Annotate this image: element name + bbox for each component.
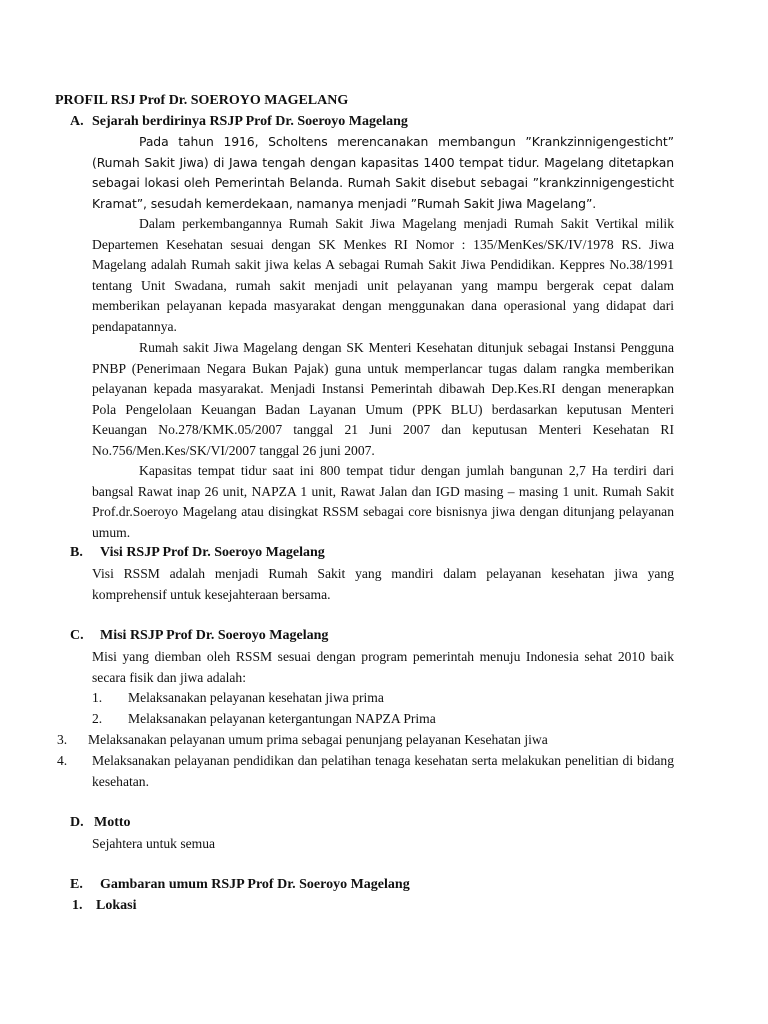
list-item-number: 3.: [57, 732, 68, 747]
section-c-letter: C.: [70, 628, 84, 643]
subsection-1-title: Lokasi: [96, 898, 137, 913]
section-a-heading: [70, 112, 408, 133]
section-b-heading: [70, 543, 325, 564]
list-item-text: Melaksanakan pelayanan umum prima sebagai penunjang pelayanan Kesehatan jiwa: [88, 732, 548, 747]
section-c-title: Misi RSJP Prof Dr. Soeroyo Magelang: [100, 628, 329, 643]
section-e-title: Gambaran umum RSJP Prof Dr. Soeroyo Magelang: [100, 877, 410, 892]
section-d-heading: [70, 813, 131, 834]
list-item-number: 4.: [57, 753, 68, 768]
section-b-paragraph: Visi RSSM adalah menjadi Rumah Sakit yang mandiri dalam pelayanan kesehatan jiwa yang komprehensif untuk kesejahteraan bersama.: [92, 566, 674, 602]
list-item: [57, 730, 677, 751]
section-c-paragraph: Misi yang diemban oleh RSSM sesuai dengan program pemerintah menuju Indonesia sehat 2010 baik secara fisik dan jiwa adalah:: [92, 649, 674, 685]
section-e-heading: [70, 875, 410, 896]
section-a-paragraph-2: Dalam perkembangannya Rumah Sakit Jiwa Magelang menjadi Rumah Sakit Vertikal milik Departemen Kesehatan sesuai dengan SK Menkes RI Nomor : 135/MenKes/SK/IV/1978 RS. Jiwa Magelang adalah Rumah sakit jiwa kelas A sebagai Rumah Sakit Jiwa Pendidikan. Keppres No.38/1991 tentang Unit Swadana, rumah sakit menjadi unit pelayanan yang mampu bergerak cepat dalam memberikan pelayanan kepada masyarakat dengan menggunakan dana operasional yang didapat dari pendapatannya.: [92, 216, 674, 334]
section-b-title: Visi RSJP Prof Dr. Soeroyo Magelang: [100, 545, 325, 560]
section-d-letter: D.: [70, 815, 84, 830]
list-item: [92, 709, 674, 730]
section-a-letter: A.: [70, 114, 84, 129]
list-item: [92, 688, 674, 709]
list-item-text: Melaksanakan pelayanan pendidikan dan pelatihan tenaga kesehatan serta melakukan penelitian di bidang kesehatan.: [92, 753, 674, 789]
subsection-1-number: 1.: [72, 898, 83, 913]
section-a-title: Sejarah berdirinya RSJP Prof Dr. Soeroyo Magelang: [92, 114, 408, 129]
section-a-paragraph-1: Pada tahun 1916, Scholtens merencanakan membangun ”Krankzinnigengesticht” (Rumah Sakit Jiwa) di Jawa tengah dengan kapasitas 1400 tempat tidur. Magelang ditetapkan sebagai lokasi oleh Pemerintah Belanda. Rumah Sakit disebut sebagai ”krankzinnigengesticht Kramat”, sesudah kemerdekaan, namanya menjadi ”Rumah Sakit Jiwa Magelang”.: [92, 134, 674, 211]
list-item-text: Melaksanakan pelayanan kesehatan jiwa prima: [128, 690, 384, 705]
section-a-paragraph-3: Rumah sakit Jiwa Magelang dengan SK Menteri Kesehatan ditunjuk sebagai Instansi Pengguna PNBP (Penerimaan Negara Bukan Pajak) guna untuk memperlancar tugas dalam rangka memberikan pelayanan kepada masyarakat. Menjadi Instansi Pemerintah dibawah Dep.Kes.RI dengan menerapkan Pola Pengelolaan Keuangan Badan Layanan Umum (PPK BLU) berdasarkan keputusan Menteri Keuangan No.278/KMK.05/2007 tanggal 21 Juni 2007 dan keputusan Menteri Kesehatan RI No.756/Men.Kes/SK/VI/2007 tanggal 26 juni 2007.: [92, 340, 674, 458]
list-item-number: 1.: [92, 690, 103, 705]
section-a-paragraph-4: Kapasitas tempat tidur saat ini 800 tempat tidur dengan jumlah bangunan 2,7 Ha terdiri dari bangsal Rawat inap 26 unit, NAPZA 1 unit, Rawat Jalan dan IGD masing – masing 1 unit. Rumah Sakit Prof.dr.Soeroyo Magelang atau disingkat RSSM sebagai core bisnisnya jiwa dengan ditunjang pelayanan umum.: [92, 463, 674, 540]
document-title: PROFIL RSJ Prof Dr. SOEROYO MAGELANG: [55, 93, 349, 108]
section-e-letter: E.: [70, 877, 83, 892]
list-item: [57, 751, 674, 792]
section-b-letter: B.: [70, 545, 83, 560]
section-d-paragraph: Sejahtera untuk semua: [92, 836, 216, 851]
section-c-heading: [70, 626, 328, 647]
subsection-1-heading: [72, 896, 136, 917]
list-item-text: Melaksanakan pelayanan ketergantungan NAPZA Prima: [128, 711, 436, 726]
section-d-title: Motto: [94, 815, 131, 830]
list-item-number: 2.: [92, 711, 103, 726]
